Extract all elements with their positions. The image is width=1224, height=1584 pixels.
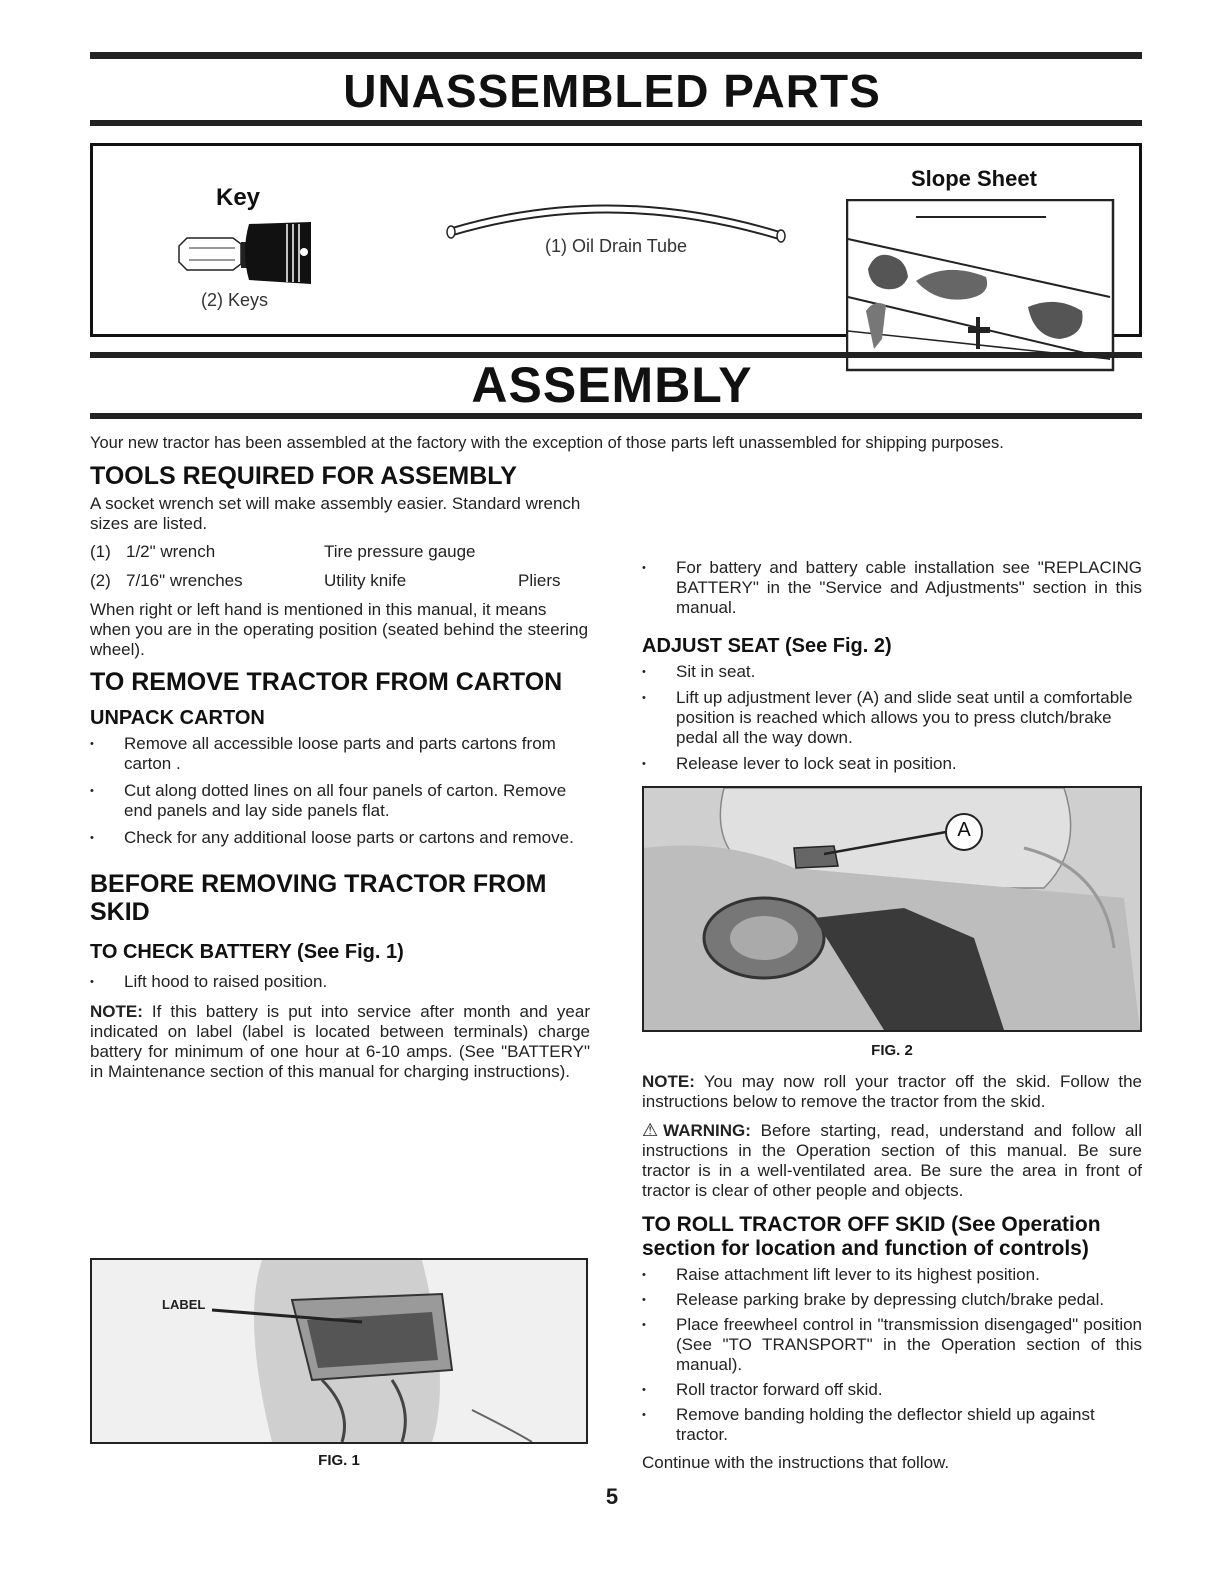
list-item: • Release parking brake by depressing clutch/brake pedal. — [642, 1290, 1142, 1310]
fig1-caption: FIG. 1 — [318, 1452, 360, 1469]
seat-list — [642, 662, 1142, 774]
key-icon — [171, 216, 321, 288]
tool-row-1 — [90, 542, 590, 564]
check-battery-heading: TO CHECK BATTERY (See Fig. 1) — [90, 941, 404, 963]
battery-note-text: If this battery is put into service after month and year indicated on label (label is located between terminals) charge battery for minimum of one hour at 6-10 amps. (See "BATTERY" in Maintenance section of this manual for charging instructions). — [90, 1002, 590, 1081]
tool-row-2-b: Utility knife — [324, 571, 407, 590]
list-item: • Place freewheel control in "transmission disengaged" position (See "TO TRANSPORT" in the Operation section of this manual). — [642, 1315, 1142, 1375]
hand-text: When right or left hand is mentioned in this manual, it means when you are in the operating position (seated behind the steering wheel). — [90, 600, 589, 659]
list-item: • Check for any additional loose parts or cartons and remove. — [90, 828, 590, 848]
fig1-label-callout: LABEL — [162, 1297, 206, 1312]
assembly-intro: Your new tractor has been assembled at the factory with the exception of those parts left unassembled for shipping purposes. — [90, 434, 1004, 452]
list-item: • Cut along dotted lines on all four panels of carton. Remove end panels and lay side panels flat. — [90, 781, 590, 821]
battery-note — [90, 1002, 590, 1082]
battery-illustration — [92, 1260, 586, 1442]
skid-note-label: NOTE: — [642, 1072, 695, 1091]
seat-illustration — [644, 788, 1140, 1030]
unassembled-rule — [90, 120, 1142, 126]
roll-tractor-heading: TO ROLL TRACTOR OFF SKID (See Operation section for location and function of controls) — [642, 1213, 1101, 1260]
unassembled-title: UNASSEMBLED PARTS — [343, 65, 881, 117]
skid-note-text: You may now roll your tractor off the skid. Follow the instructions below to remove the tractor from the skid. — [642, 1072, 1142, 1111]
oil-drain-tube-label: (1) Oil Drain Tube — [545, 236, 688, 256]
list-item: • Remove all accessible loose parts and parts cartons from carton . — [90, 734, 590, 774]
tool-row-1-b: Tire pressure gauge — [324, 542, 476, 561]
list-item: • For battery and battery cable installation see "REPLACING BATTERY" in the "Service and Adjustments" section in this manual. — [642, 558, 1142, 618]
tool-row-1-num: (1) — [90, 542, 111, 561]
keys-label: (2) Keys — [201, 290, 269, 310]
skid-note — [642, 1072, 1142, 1112]
warning-paragraph — [642, 1120, 1142, 1201]
list-item: • Lift up adjustment lever (A) and slide seat until a comfortable position is reached which allows you to press clutch/brake pedal all the way down. — [642, 688, 1142, 748]
assembly-bottom-rule — [90, 413, 1142, 419]
slope-sheet-illustration — [846, 199, 1116, 373]
right-column-bottom — [642, 1072, 1142, 1473]
page-number: 5 — [605, 1484, 619, 1509]
unpack-carton-heading: UNPACK CARTON — [90, 707, 265, 729]
warning-label: WARNING: — [663, 1121, 751, 1140]
list-item: • Remove banding holding the deflector shield up against tractor. — [642, 1405, 1142, 1445]
battery-note-label: NOTE: — [90, 1002, 143, 1021]
warning-triangle-icon: ⚠ — [642, 1120, 664, 1140]
tool-row-1-a: 1/2" wrench — [126, 542, 216, 561]
list-item: • Raise attachment lift lever to its highest position. — [642, 1265, 1142, 1285]
warning-text: Before starting, read, understand and follow all instructions in the Operation section of this manual. Be sure tractor is in a well-ventilated area. Be sure the area in front of tractor is clear of other people and objects. — [642, 1121, 1142, 1200]
list-item: • Sit in seat. — [642, 662, 1142, 682]
fig2-caption: FIG. 2 — [871, 1042, 913, 1059]
fig1-battery-image — [90, 1258, 588, 1444]
roll-list — [642, 1265, 1142, 1445]
right-column-top — [642, 558, 1142, 774]
tool-row-2-a: 7/16" wrenches — [126, 571, 243, 590]
tool-row-2 — [90, 571, 590, 593]
adjust-seat-heading: ADJUST SEAT (See Fig. 2) — [642, 635, 892, 657]
fig2-callout-a: A — [957, 819, 971, 841]
list-item: • Release lever to lock seat in position. — [642, 754, 1142, 774]
list-item: • Roll tractor forward off skid. — [642, 1380, 1142, 1400]
left-column — [90, 462, 590, 1082]
tools-heading: TOOLS REQUIRED FOR ASSEMBLY — [90, 462, 517, 490]
battery-cable-list — [642, 558, 1142, 618]
list-item: • Lift hood to raised position. — [90, 972, 590, 992]
assembly-title: ASSEMBLY — [471, 357, 753, 413]
battery-list — [90, 972, 590, 992]
top-rule — [90, 52, 1142, 59]
fig2-seat-image — [642, 786, 1142, 1032]
tools-text: A socket wrench set will make assembly easier. Standard wrench sizes are listed. — [90, 494, 581, 533]
slope-sheet-title: Slope Sheet — [911, 166, 1037, 191]
continue-text: Continue with the instructions that follow. — [642, 1453, 950, 1472]
key-title: Key — [216, 184, 261, 211]
before-removing-heading: BEFORE REMOVING TRACTOR FROM SKID — [90, 870, 547, 926]
unpack-list — [90, 734, 590, 848]
tool-row-2-c: Pliers — [518, 571, 561, 590]
unassembled-parts-box — [90, 143, 1142, 337]
remove-carton-heading: TO REMOVE TRACTOR FROM CARTON — [90, 668, 563, 696]
tool-row-2-num: (2) — [90, 571, 111, 590]
